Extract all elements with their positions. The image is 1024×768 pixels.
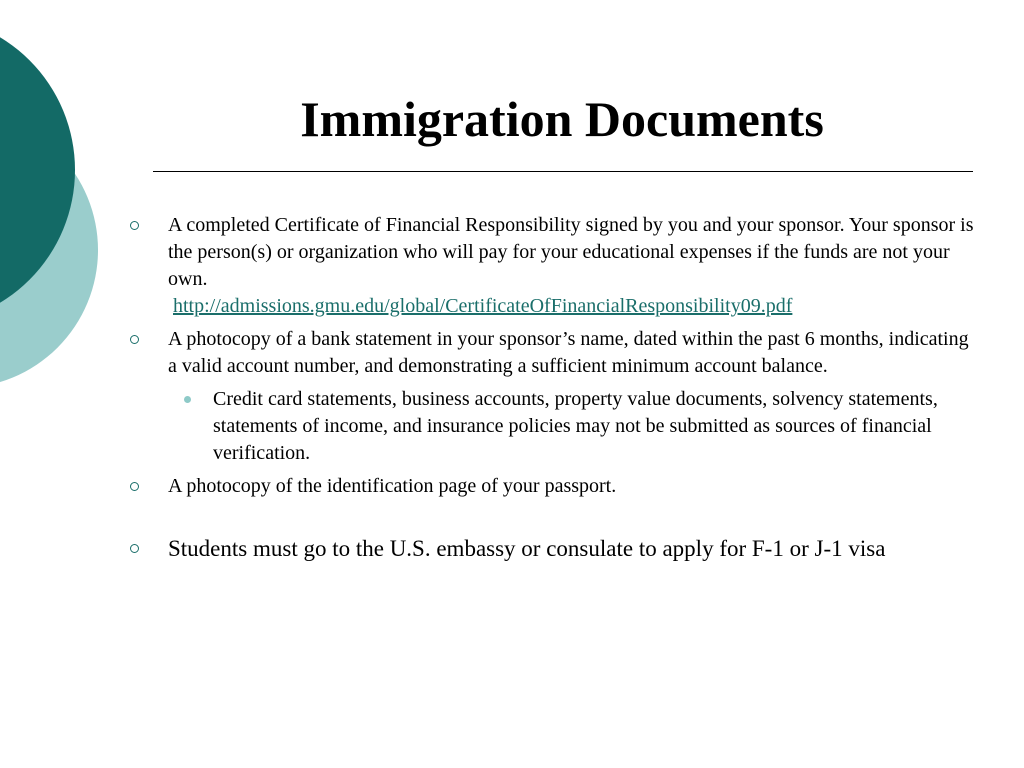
- bullet-text: Students must go to the U.S. embassy or consulate to apply for F-1 or J-1 visa: [168, 536, 886, 561]
- slide-content: [128, 212, 978, 570]
- hollow-circle-icon: [130, 221, 139, 230]
- bullet-text: A photocopy of the identification page of your passport.: [168, 475, 617, 497]
- sub-bullet-item: [128, 386, 978, 467]
- bullet-item: [128, 534, 978, 564]
- bullet-item: [128, 473, 978, 500]
- hollow-circle-icon: [130, 482, 139, 491]
- bullet-item: [128, 326, 978, 380]
- bullet-text: A completed Certificate of Financial Responsibility signed by you and your sponsor. Your sponsor is the person(s) or organization who will pay for your educational expenses if the funds are not your own.: [168, 214, 974, 290]
- certificate-link[interactable]: http://admissions.gmu.edu/global/CertificateOfFinancialResponsibility09.pdf: [173, 295, 793, 317]
- hollow-circle-icon: [130, 335, 139, 344]
- bullet-item: [128, 212, 978, 320]
- hollow-circle-icon: [130, 544, 139, 553]
- title-divider: [153, 171, 973, 172]
- decorative-circles: [0, 0, 110, 410]
- bullet-text: A photocopy of a bank statement in your sponsor’s name, dated within the past 6 months, indicating a valid account number, and demonstrating a sufficient minimum account balance.: [168, 328, 969, 377]
- slide-title: Immigration Documents: [300, 91, 824, 147]
- sub-bullet-text: Credit card statements, business accounts, property value documents, solvency statements, statements of income, and insurance policies may not be submitted as sources of financial verification.: [213, 388, 938, 464]
- filled-circle-icon: [184, 396, 191, 403]
